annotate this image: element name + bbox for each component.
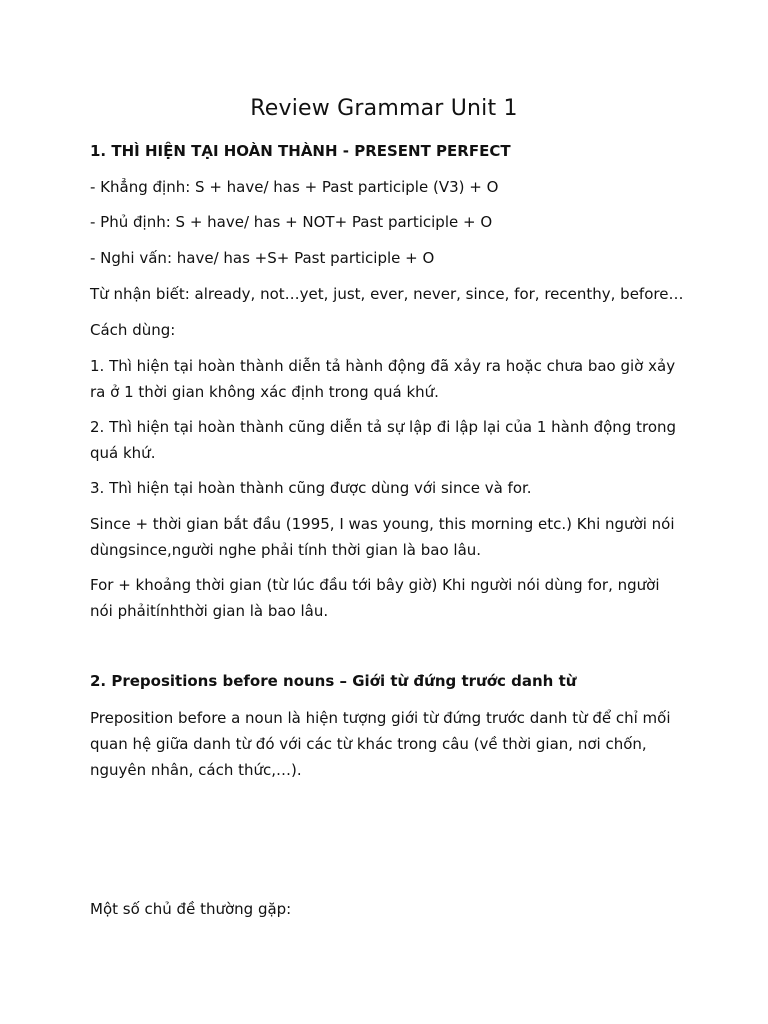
since-note: Since + thời gian bắt đầu (1995, I was young, this morning etc.) Khi người nói dùngsince,người nghe phải tính thời gian là bao lâu.: [90, 515, 675, 559]
affirmative-formula: - Khẳng định: S + have/ has + Past participle (V3) + O: [90, 178, 499, 196]
usage-label: Cách dùng:: [90, 321, 176, 339]
question-formula: - Nghi vấn: have/ has +S+ Past participle + O: [90, 249, 435, 267]
usage-item-2: 2. Thì hiện tại hoàn thành cũng diễn tả sự lập đi lập lại của 1 hành động trong quá khứ.: [90, 418, 677, 462]
section-2-heading: 2. Prepositions before nouns – Giới từ đứng trước danh từ: [90, 672, 577, 690]
signal-words: Từ nhận biết: already, not…yet, just, ever, never, since, for, recenthy, before…: [90, 285, 684, 303]
page-title: Review Grammar Unit 1: [250, 96, 518, 121]
topics-label: Một số chủ đề thường gặp:: [90, 900, 292, 918]
negative-formula: - Phủ định: S + have/ has + NOT+ Past participle + O: [90, 213, 493, 231]
section-1-heading: 1. THÌ HIỆN TẠI HOÀN THÀNH - PRESENT PERFECT: [90, 142, 511, 160]
usage-item-3: 3. Thì hiện tại hoàn thành cũng được dùng với since và for.: [90, 479, 532, 497]
prepositions-description: Preposition before a noun là hiện tượng giới từ đứng trước danh từ để chỉ mối quan hệ giữa danh từ đó với các từ khác trong câu (về thời gian, nơi chốn, nguyên nhân, cách thức,…).: [90, 709, 671, 779]
usage-item-1: 1. Thì hiện tại hoàn thành diễn tả hành động đã xảy ra hoặc chưa bao giờ xảy ra ở 1 thời gian không xác định trong quá khứ.: [90, 357, 676, 401]
for-note: For + khoảng thời gian (từ lúc đầu tới bây giờ) Khi người nói dùng for, người nói phảitínhthời gian là bao lâu.: [90, 576, 660, 620]
